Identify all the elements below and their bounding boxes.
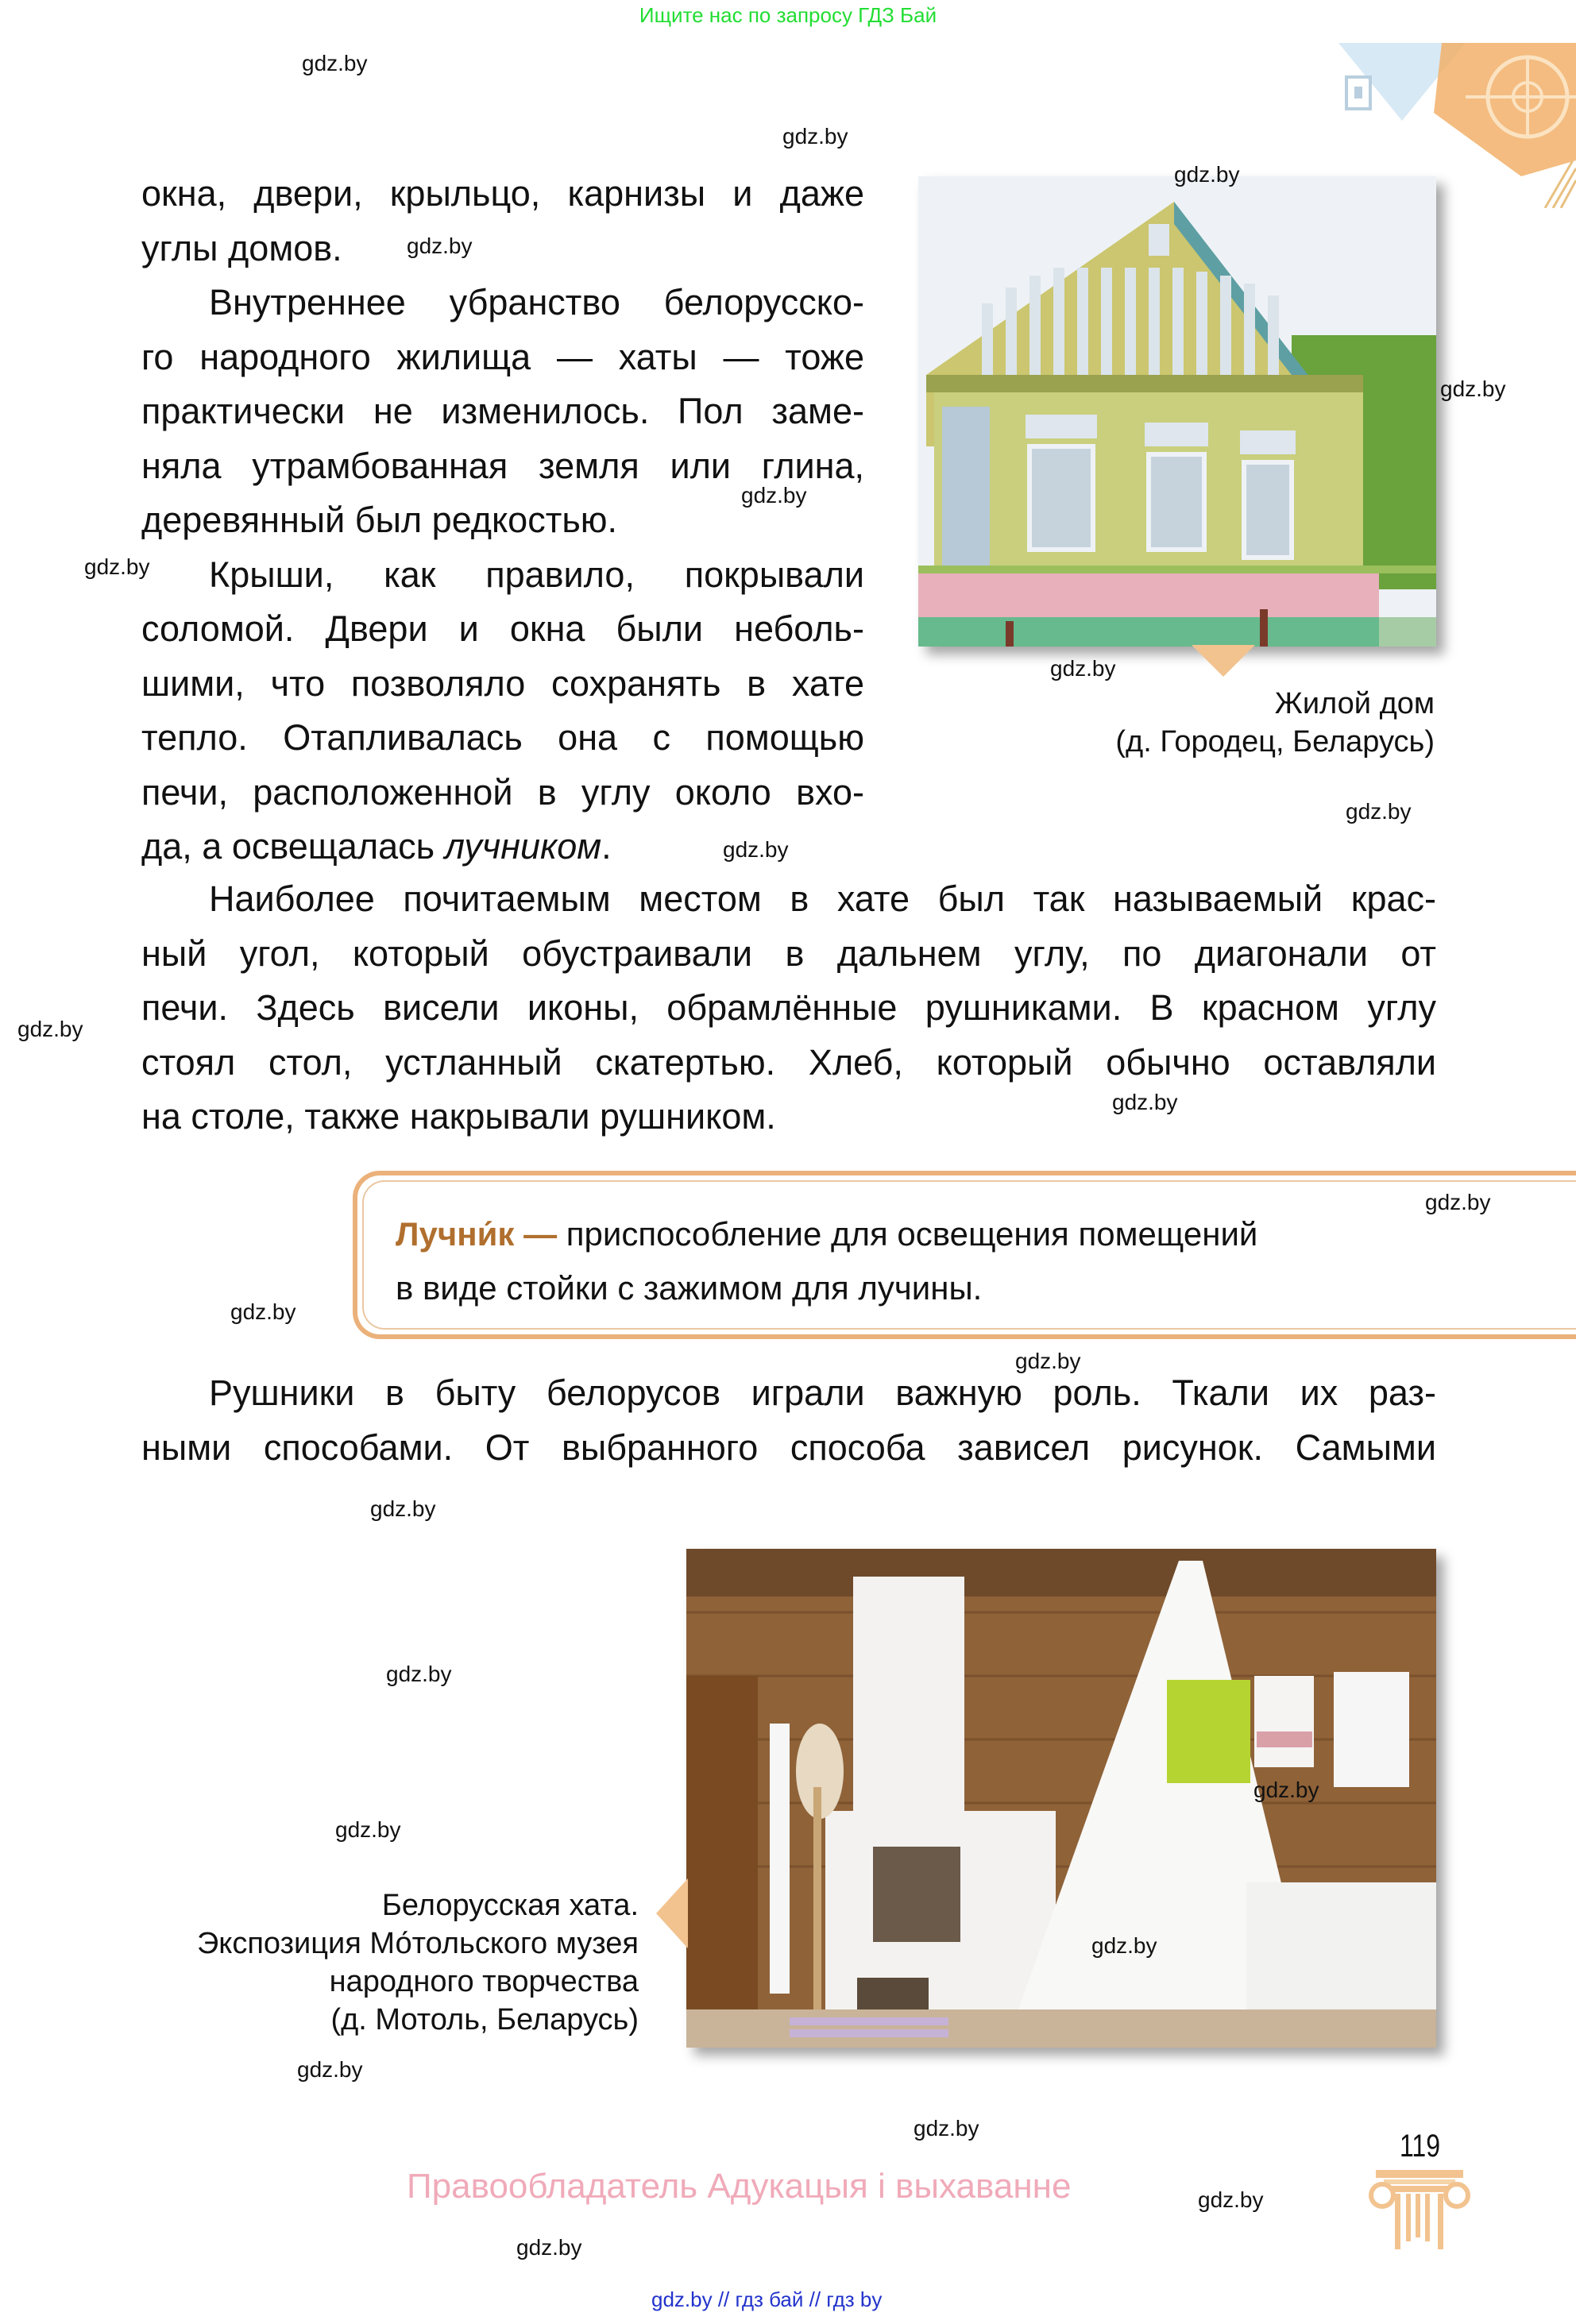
definition-term: Лучни́к <box>396 1215 515 1253</box>
footer-links[interactable]: gdz.by // гдз бай // гдз by <box>651 2287 883 2311</box>
watermark: gdz.by <box>1440 376 1506 401</box>
text-line: Крыши, как правило, покрывали <box>209 554 864 595</box>
caption-line: Экспозиция Мо́тольского музея <box>196 1927 639 1960</box>
figure-caption <box>1115 685 1435 761</box>
text-line: окна, двери, крыльцо, карнизы и даже <box>141 173 864 214</box>
top-banner: Ищите нас по запросу ГДЗ Бай <box>639 3 937 27</box>
watermark: gdz.by <box>1425 1190 1491 1214</box>
definition-box <box>353 1171 1576 1339</box>
text-line: тепло. Отапливалась она с помощью <box>141 717 864 758</box>
watermark: gdz.by <box>302 51 368 75</box>
text-line: практически не изменилось. Пол заме- <box>141 391 864 431</box>
text-line: деревянный был редкостью. <box>141 500 618 540</box>
text-line: шими, что позволяло сохранять в хате <box>141 662 864 704</box>
watermark: gdz.by <box>84 554 150 579</box>
page-number: 119 <box>1400 2129 1441 2164</box>
copyright-notice: Правообладатель Адукацыя і выхаванне <box>407 2167 1072 2206</box>
watermark: gdz.by <box>516 2235 582 2260</box>
watermark: gdz.by <box>914 2116 979 2141</box>
watermark: gdz.by <box>1198 2187 1264 2212</box>
watermark: gdz.by <box>386 1662 452 1686</box>
caption-pointer-icon <box>656 1878 688 1948</box>
watermark: gdz.by <box>230 1299 296 1324</box>
watermark: gdz.by <box>1091 1933 1157 1958</box>
watermark: gdz.by <box>297 2057 363 2082</box>
ionic-column-icon <box>1368 2170 1471 2249</box>
watermark: gdz.by <box>335 1817 401 1842</box>
column-text <box>141 167 864 874</box>
watermark: gdz.by <box>741 483 807 508</box>
house-illustration-icon <box>918 176 1436 647</box>
watermark: gdz.by <box>370 1496 436 1521</box>
hut-interior-photo <box>686 1549 1436 2048</box>
caption-line: (д. Мотоль, Беларусь) <box>330 2003 639 2036</box>
text-line: Наиболее почитаемым местом в хате был так называемый крас- <box>209 878 1436 919</box>
text-line: Рушники в быту белорусов играли важную роль. Ткали их раз- <box>209 1372 1436 1413</box>
paragraph-red-corner <box>141 872 1436 1145</box>
text-line: углы домов. <box>141 227 342 268</box>
text-line: соломой. Двери и окна были неболь- <box>141 608 864 649</box>
watermark: gdz.by <box>1174 162 1240 187</box>
text-segment: да, а освещалась <box>141 826 445 867</box>
definition-text <box>396 1207 1257 1315</box>
text-line: Внутреннее убранство белорусско- <box>209 282 864 322</box>
text-line: ными способами. От выбранного способа зависел рисунок. Самыми <box>141 1426 1436 1468</box>
watermark: gdz.by <box>782 124 848 149</box>
watermark: gdz.by <box>723 837 789 862</box>
text-line: ный угол, который обустраивали в дальнем углу, по диагонали от <box>141 932 1436 974</box>
text-line: няла утрамбованная земля или глина, <box>141 445 864 486</box>
figure-caption <box>197 1886 639 2039</box>
house-photo <box>918 176 1436 647</box>
caption-pointer-icon <box>1192 645 1255 677</box>
caption-line: народного творчества <box>329 1965 639 1998</box>
watermark: gdz.by <box>1050 656 1116 681</box>
interior-illustration-icon <box>686 1549 1436 2048</box>
text-line: печи. Здесь висели иконы, обрамлённые рушниками. В красном углу <box>141 987 1436 1028</box>
text-segment: . <box>601 826 612 867</box>
watermark: gdz.by <box>17 1017 83 1041</box>
watermark: gdz.by <box>407 234 473 258</box>
watermark: gdz.by <box>1015 1349 1081 1373</box>
watermark: gdz.by <box>1112 1090 1178 1114</box>
paragraph-rushniki <box>141 1366 1436 1475</box>
caption-line: (д. Городец, Беларусь) <box>1115 725 1435 759</box>
caption-line: Белорусская хата. <box>381 1889 639 1922</box>
definition-line: в виде стойки с зажимом для лучины. <box>396 1269 983 1307</box>
watermark: gdz.by <box>1346 799 1412 824</box>
definition-line: приспособление для освещения помещений <box>566 1215 1258 1253</box>
italic-term: лучником <box>444 826 602 867</box>
text-line: стоял стол, устланный скатертью. Хлеб, который обычно оставляли <box>141 1041 1436 1083</box>
text-line: печи, расположенной в углу около вхо- <box>141 771 864 813</box>
text-line: на столе, также накрывали рушником. <box>141 1096 776 1137</box>
definition-dash: — <box>523 1215 558 1253</box>
caption-line: Жилой дом <box>1274 687 1435 720</box>
watermark: gdz.by <box>1253 1778 1319 1802</box>
text-line: го народного жилища — хаты — тоже <box>141 336 864 377</box>
